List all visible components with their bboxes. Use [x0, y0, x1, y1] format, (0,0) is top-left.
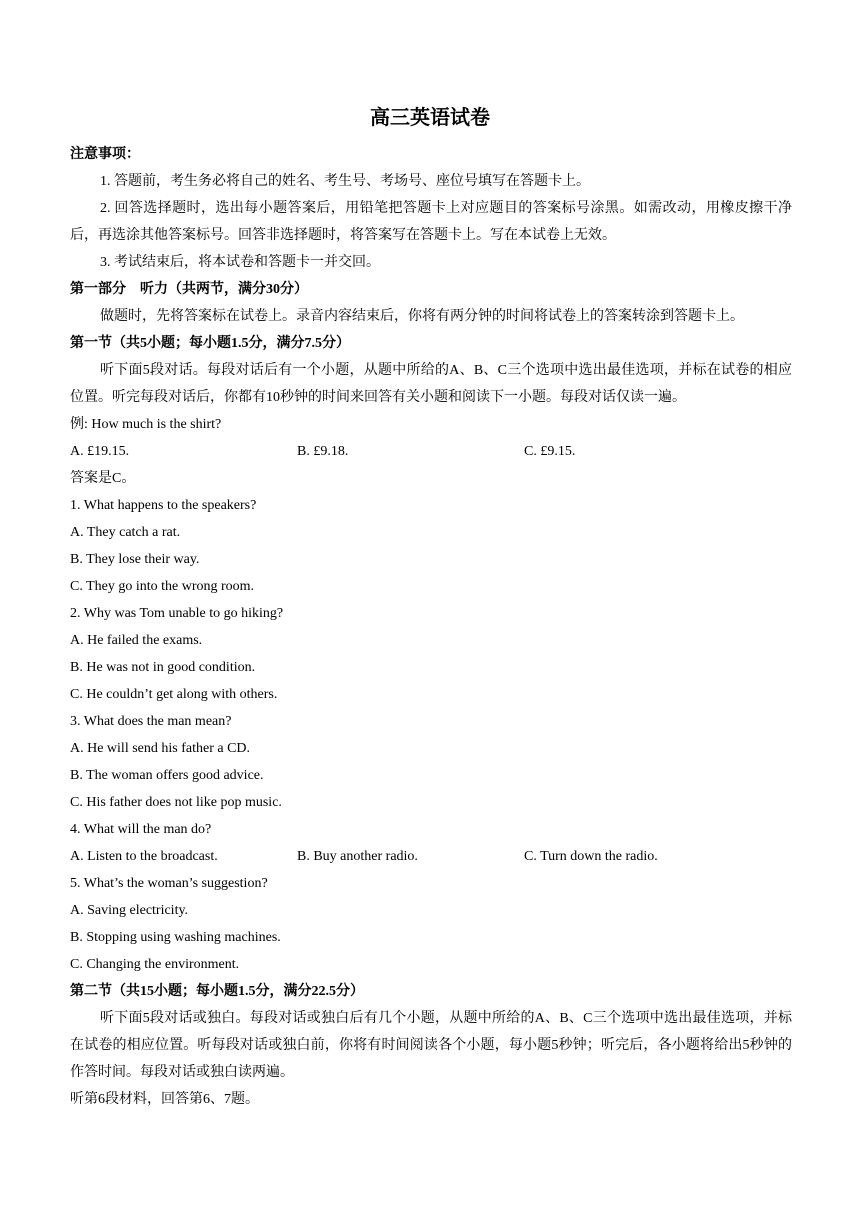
notice-item-2: 2. 回答选择题时，选出每小题答案后，用铅笔把答题卡上对应题目的答案标号涂黑。如需改动，用橡皮擦干净后，再选涂其他答案标号。回答非选择题时，将答案写在答题卡上。写在本试卷上无效。: [70, 201, 792, 243]
q4-options: [70, 843, 792, 870]
q1-option-c: C. They go into the wrong room.: [70, 579, 255, 594]
section1-instruction: 听下面5段对话。每段对话后有一个小题，从题中所给的A、B、C三个选项中选出最佳选项，并标在试卷的相应位置。听完每段对话后，你都有10秒钟的时间来回答有关小题和阅读下一小题。每段对话仅读一遍。: [70, 363, 792, 405]
q4-option-c: C. Turn down the radio.: [524, 849, 658, 864]
q1-option-b: B. They lose their way.: [70, 552, 200, 567]
part1-heading: 第一部分 听力（共两节，满分30分）: [70, 282, 308, 297]
question-2: 2. Why was Tom unable to go hiking?: [70, 606, 284, 621]
q5-option-a: A. Saving electricity.: [70, 903, 189, 918]
section1-heading: 第一节（共5小题；每小题1.5分，满分7.5分）: [70, 336, 350, 351]
page-title: 高三英语试卷: [370, 107, 490, 129]
notice-item-3: 3. 考试结束后，将本试卷和答题卡一并交回。: [100, 255, 380, 270]
section2-lead: 听第6段材料，回答第6、7题。: [70, 1092, 259, 1107]
example-option-c: C. £9.15.: [524, 444, 576, 459]
exam-content: [70, 141, 792, 1113]
question-3: 3. What does the man mean?: [70, 714, 232, 729]
example-option-a: A. £19.15.: [70, 444, 130, 459]
q5-option-b: B. Stopping using washing machines.: [70, 930, 281, 945]
q2-option-a: A. He failed the exams.: [70, 633, 203, 648]
example-options: [70, 438, 792, 465]
example-answer: 答案是C。: [70, 471, 136, 486]
notice-item-1: 1. 答题前，考生务必将自己的姓名、考生号、考场号、座位号填写在答题卡上。: [100, 174, 590, 189]
part1-instruction: 做题时，先将答案标在试卷上。录音内容结束后，你将有两分钟的时间将试卷上的答案转涂到答题卡上。: [100, 309, 744, 324]
question-1: 1. What happens to the speakers?: [70, 498, 257, 513]
question-5: 5. What’s the woman’s suggestion?: [70, 876, 268, 891]
section2-instruction: 听下面5段对话或独白。每段对话或独白后有几个小题，从题中所给的A、B、C三个选项中选出最佳选项，并标在试卷的相应位置。听每段对话或独白前，你将有时间阅读各个小题，每小题5秒钟；听完后，各小题将给出5秒钟的作答时间。每段对话或独白读两遍。: [70, 1011, 792, 1080]
example-question: 例: How much is the shirt?: [70, 417, 222, 432]
example-option-b: B. £9.18.: [297, 444, 349, 459]
q2-option-b: B. He was not in good condition.: [70, 660, 256, 675]
section2-heading: 第二节（共15小题；每小题1.5分，满分22.5分）: [70, 984, 364, 999]
question-4: 4. What will the man do?: [70, 822, 212, 837]
q1-option-a: A. They catch a rat.: [70, 525, 181, 540]
q4-option-b: B. Buy another radio.: [297, 849, 418, 864]
q3-option-c: C. His father does not like pop music.: [70, 795, 282, 810]
q4-option-a: A. Listen to the broadcast.: [70, 849, 218, 864]
q3-option-b: B. The woman offers good advice.: [70, 768, 264, 783]
notice-heading: 注意事项：: [70, 147, 140, 162]
q3-option-a: A. He will send his father a CD.: [70, 741, 251, 756]
q5-option-c: C. Changing the environment.: [70, 957, 240, 972]
q2-option-c: C. He couldn’t get along with others.: [70, 687, 278, 702]
